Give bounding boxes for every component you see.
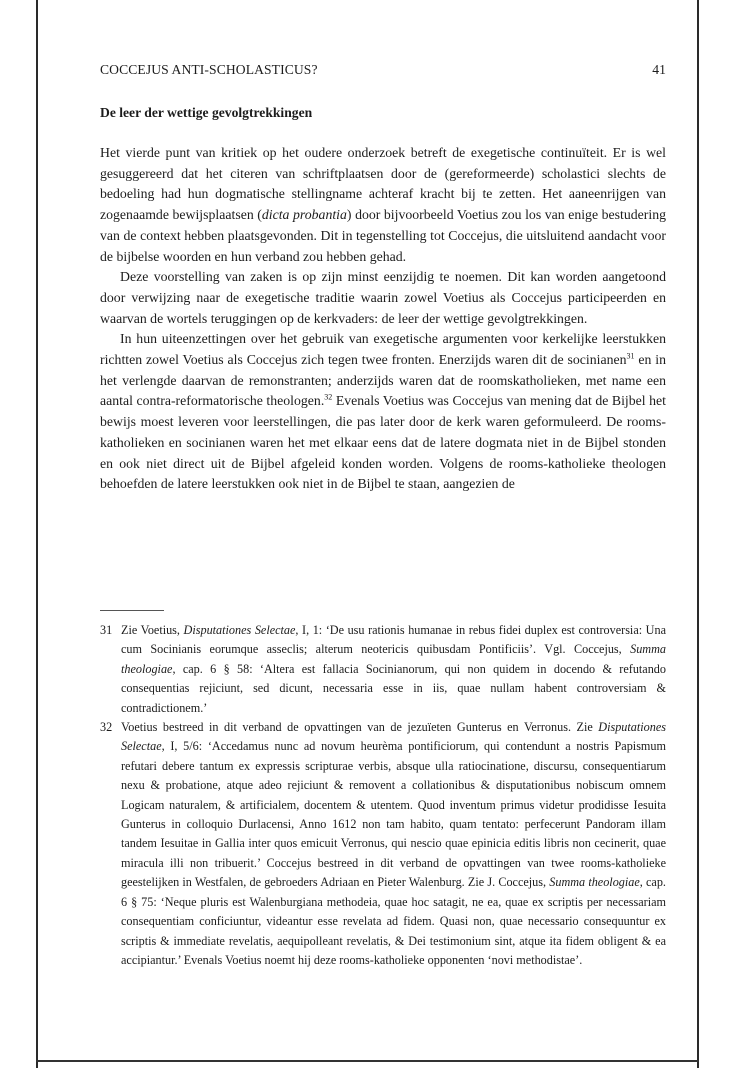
footnote-rule [100, 610, 164, 611]
paragraph-3-text-a: In hun uiteenzettingen over het gebruik van exegetische argumenten voor kerkelijke leerstukken richtten zowel Voetius als Coccejus zich tegen twee fronten. Enerzijds waren dit de socinianen [100, 331, 666, 368]
footnote-32-i2: Summa theologiae [549, 875, 640, 890]
footnote-32-text [121, 718, 666, 970]
footnote-31-i2: Summa theologiae [121, 642, 666, 676]
running-header [100, 62, 666, 78]
footnote-31-t2: , I, 1: ‘De usu rationis humanae in rebus fidei duplex est controversia: Una cum Socinianis eorumque asseclis; alterum neotericis quibusdam Pontificiis’. Vgl. Coccejus, [121, 623, 666, 657]
paragraph-2: Deze voorstelling van zaken is op zijn minst eenzijdig te noemen. Dit kan worden aangetoond door verwijzing naar de exegetische traditie waarin zowel Voetius als Coccejus participeerden en waarvan de wortels teruggingen op de kerkvaders: de leer der wettige gevolgtrekkingen. [100, 269, 666, 326]
footnote-31-number: 31 [100, 623, 113, 637]
paragraph-3-text-b: en in het verlengde daarvan de remonstranten; anderzijds waren dat de roomskatholieken, met name een aantal contra-reformatorische theologen. [100, 352, 667, 409]
paragraph-1-text-c: ) door bijvoorbeeld Voetius zou los van enige bestudering van de context hebben plaatsgevonden. Dit in tegenstelling tot Coccejus, die uitsluitend aandacht voor de bijbelse woorden en hun verband zou hebben gehad. [100, 207, 666, 264]
paragraph-1-text-a: Het vierde punt van kritiek op het oudere onderzoek betreft de exegetische continuïteit. Er is wel gesuggereerd dat het citeren van schriftplaatsen door de (gereformeerde) scholastici slechts de bedoeling had hun dogmatische stellingname achteraf kracht bij te zetten. Het aaneenrijgen van zogenaamde bewijsplaatsen ( [100, 145, 666, 223]
footnote-ref-31[interactable]: 31 [626, 351, 635, 361]
running-title: COCCEJUS ANTI-SCHOLASTICUS? [100, 62, 318, 77]
paragraph-3-text-c: Evenals Voetius was Coccejus van mening dat de Bijbel het bewijs moest leveren voor leerstellingen, die pas later door de kerk waren geformuleerd. De rooms-katholieken en socinianen waren het met elkaar eens dat de latere dogmata niet in de Bijbel stonden en ook niet direct uit de Bijbel afgeleid konden worden. Volgens de rooms-katholieke theologen behoefden de latere leerstukken ook niet in de Bijbel te staan, aangezien de [100, 393, 667, 492]
footnote-32-i1: Disputationes Selectae [121, 720, 666, 754]
scan-left-edge [36, 0, 38, 1068]
footnote-32-t3: , cap. 6 § 75: ‘Neque pluris est Walenburgiana methodeia, quae hoc satagit, ne ea, quae ex scriptis per necessariam consequentiam conficiuntur, videantur esse revelata ad fidem. Quasi non, quae necessario consequuntur ex scriptis & immediate revelatis, aequipolleant revelatis, & Dei testimonium sint, atque ita fidem obligent & ea accipiantur.’ Evenals Voetius noemt hij deze rooms-katholieke opponenten ‘novi methodistae’. [121, 875, 666, 967]
paragraph-3 [100, 329, 666, 495]
footnote-32 [100, 718, 666, 970]
page-number: 41 [652, 62, 666, 77]
footnote-31-text [121, 621, 666, 718]
section-title: De leer der wettige gevolgtrekkingen [100, 105, 313, 120]
footnote-ref-32[interactable]: 32 [324, 392, 333, 402]
scan-bottom-edge [36, 1060, 699, 1062]
body-text [100, 143, 666, 495]
footnote-31 [100, 621, 666, 718]
footnote-32-number: 32 [100, 720, 113, 735]
footnote-31-t1: Zie Voetius, [121, 623, 184, 637]
footnote-31-t3: , cap. 6 § 58: ‘Altera est fallacia Socinianorum, qui non quidem in docendo & refutando consequentias rejiciunt, sed dicunt, necessaria esse in iis, quae nullam habent controversiam & contradictionem.’ [121, 661, 666, 715]
paragraph-1-italic: dicta probantia [261, 207, 347, 223]
paragraph-1 [100, 143, 666, 267]
footnotes [100, 621, 666, 970]
footnote-32-t2: , I, 5/6: ‘Accedamus nunc ad novum heurèma pontificiorum, qui contendunt a nostris Papismum refutari debere tantum ex expressis scripturae verbis, absque ulla ratiocinatione, discursu, consequentiarum nexu & probatione, atque adeo rejiciunt & removent a collationibus & disputationibus nobiscum omnem Logicam naturalem, & artificialem, docentem & utentem. Quod inventum primus videtur prodidisse Iesuita Gunterus in colloquio Durlacensi, Anno 1612 non tam habito, quam tentato: perfecerunt Pandoram illam tandem Iesuitae in Gallia inter quos emicuit Verronus, qui nescio quae epinicia editis libris non cecinerit, quae miracula illi non tribuerit.’ Coccejus bestreed in dit verband de opvattingen van twee rooms-katholieke geestelijken in Westfalen, de gebroeders Adriaan en Pieter Walenburg. Zie J. Coccejus, [121, 739, 666, 890]
scan-right-edge [697, 0, 699, 1068]
footnote-32-t1: Voetius bestreed in dit verband de opvattingen van de jezuïeten Gunterus en Verronus. Zie [121, 720, 599, 735]
footnote-31-i1: Disputationes Selectae [183, 623, 296, 637]
page-body [100, 62, 666, 495]
